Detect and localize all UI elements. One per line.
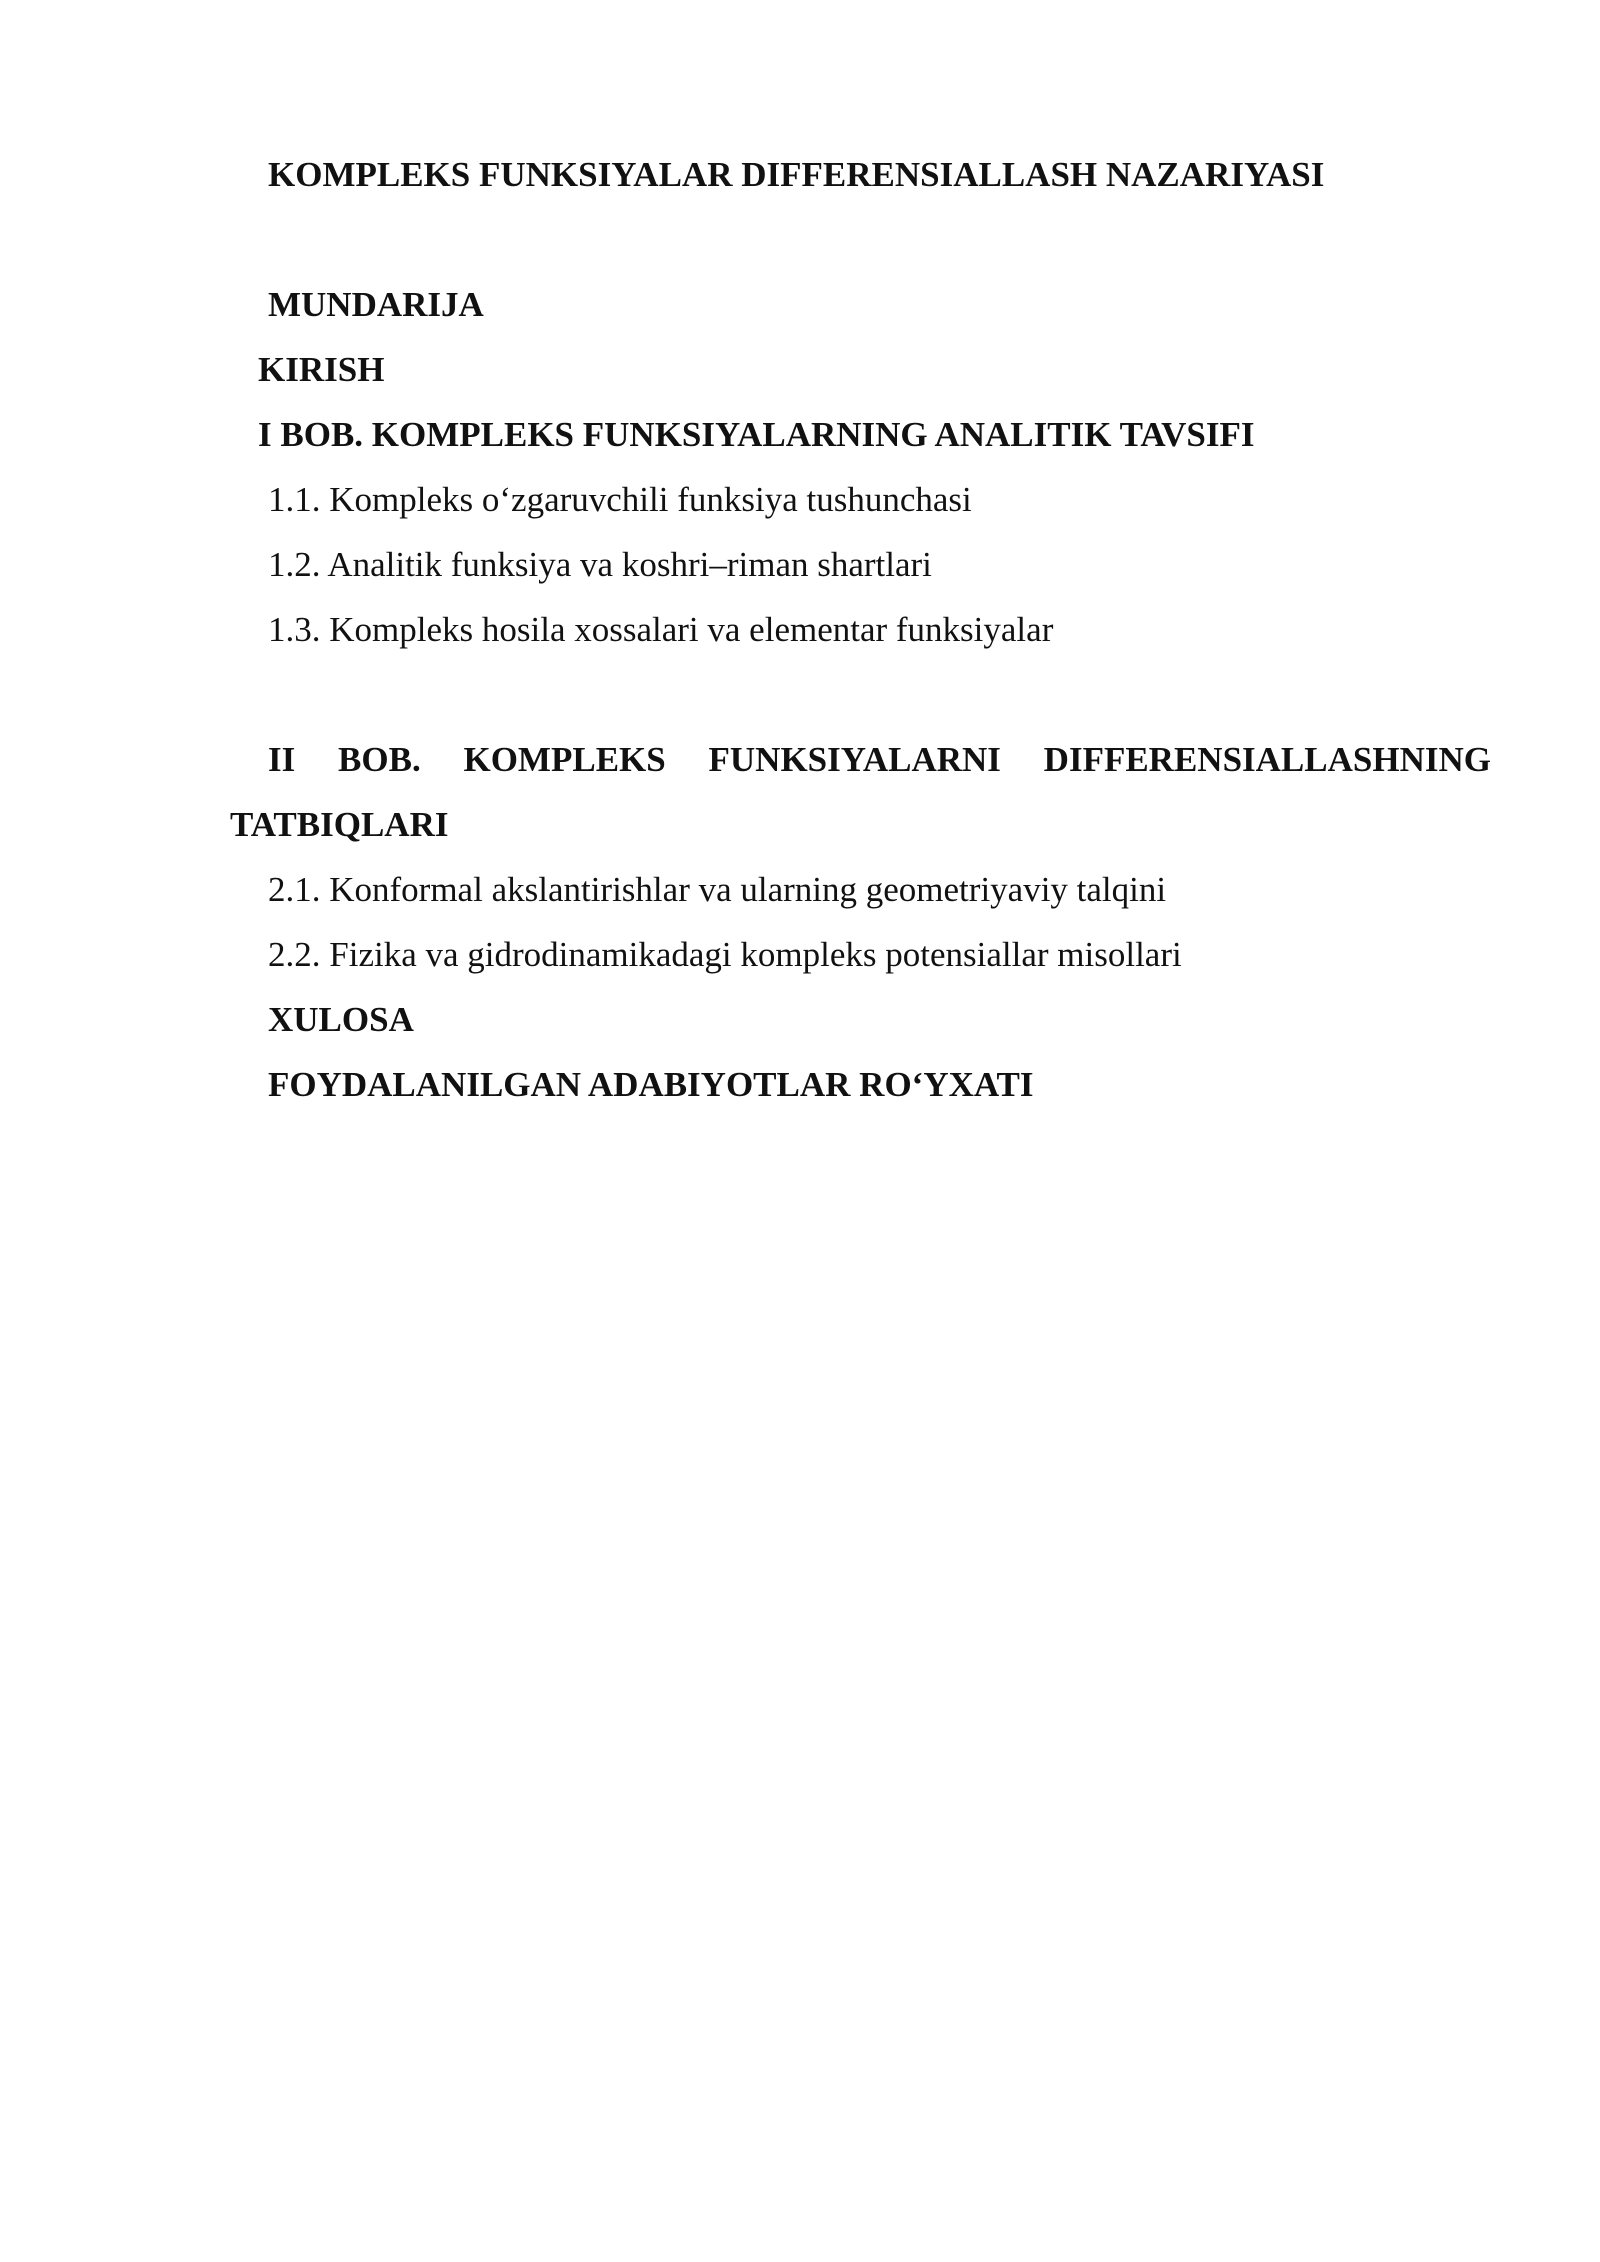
toc-section-1-2: 1.2. Analitik funksiya va koshri–riman shartlari (268, 545, 932, 584)
toc-item-conclusion: XULOSA (268, 1000, 414, 1039)
toc-item-references: FOYDALANILGAN ADABIYOTLAR RO‘YXATI (268, 1065, 1034, 1104)
toc-section-1-3: 1.3. Kompleks hosila xossalari va elementar funksiyalar (268, 610, 1054, 649)
toc-item-intro: KIRISH (258, 350, 385, 389)
document-title: KOMPLEKS FUNKSIYALAR DIFFERENSIALLASH NAZARIYASI (268, 155, 1325, 194)
toc-section-2-2: 2.2. Fizika va gidrodinamikadagi kompleks potensiallar misollari (268, 935, 1182, 974)
toc-section-1-1: 1.1. Kompleks o‘zgaruvchili funksiya tushunchasi (268, 480, 972, 519)
toc-chapter-2-heading-line2: TATBIQLARI (230, 805, 449, 844)
toc-chapter-1-heading: I BOB. KOMPLEKS FUNKSIYALARNING ANALITIK TAVSIFI (258, 415, 1255, 454)
toc-section-2-1: 2.1. Konformal akslantirishlar va ularning geometriyaviy talqini (268, 870, 1167, 909)
toc-heading: MUNDARIJA (268, 285, 484, 324)
toc-chapter-2-heading-line1: II BOB. KOMPLEKS FUNKSIYALARNI DIFFERENSIALLASHNING (268, 740, 1491, 779)
